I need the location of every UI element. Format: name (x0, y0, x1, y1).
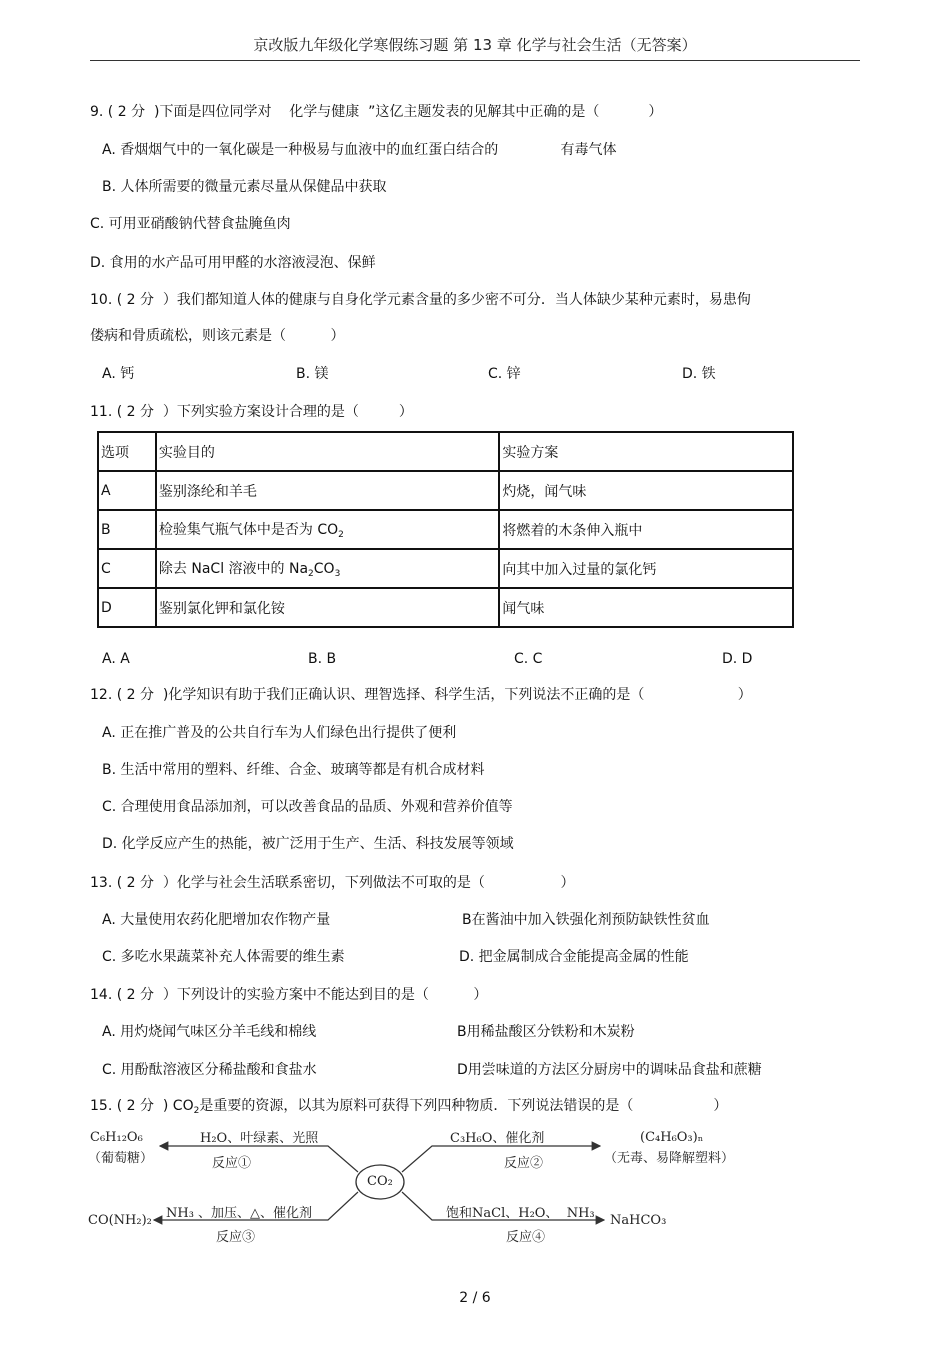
q12-option-b[interactable]: B. 生活中常用的塑料、纤维、合金、玻璃等都是有机合成材料 (102, 762, 485, 778)
q11-table (97, 431, 794, 628)
table-cell-option: C (98, 549, 156, 588)
r3-condition: NH₃ 、加压、△、催化剂 (166, 1206, 313, 1221)
table-cell-plan: 将燃着的木条伸入瓶中 (499, 510, 793, 549)
q14-stem: 14. ( 2 分 ）下列设计的实验方案中不能达到目的是（ ） (90, 987, 488, 1003)
q11-option-c[interactable]: C. C (514, 651, 543, 667)
q11-stem: 11. ( 2 分 ）下列实验方案设计合理的是（ ） (90, 404, 413, 420)
table-header-cell: 实验方案 (499, 432, 793, 471)
header-rule (90, 60, 860, 61)
page-number: 2 / 6 (459, 1290, 491, 1306)
r4-condition: 饱和NaCl、H₂O、 NH₃ (446, 1206, 595, 1221)
table-cell-goal: 除去 NaCl 溶液中的 $Na_2CO_3$ (156, 549, 500, 588)
table-header-cell: 实验目的 (156, 432, 500, 471)
q13-stem: 13. ( 2 分 ）化学与社会生活联系密切，下列做法不可取的是（ ） (90, 875, 575, 891)
table-header-cell: 选项 (98, 432, 156, 471)
q14-option-d[interactable]: D用尝味道的方法区分厨房中的调味品食盐和蔗糖 (457, 1062, 762, 1078)
q14-option-c[interactable]: C. 用酚酞溶液区分稀盐酸和食盐水 (102, 1062, 317, 1078)
q11-option-b[interactable]: B. B (308, 651, 337, 667)
r3-product: CO(NH₂)₂ (88, 1213, 152, 1228)
q10-option-b[interactable]: B. 镁 (296, 366, 329, 382)
table-cell-goal: 鉴别涤纶和羊毛 (156, 471, 500, 510)
q9-option-c[interactable]: C. 可用亚硝酸钠代替食盐腌鱼肉 (90, 216, 291, 232)
table-cell-option: B (98, 510, 156, 549)
r2-label: 反应② (504, 1156, 544, 1171)
r1-label: 反应① (212, 1156, 252, 1171)
r2-condition: C₃H₆O、催化剂 (450, 1131, 545, 1146)
r2-product-name: （无毒、易降解塑料） (604, 1151, 735, 1166)
table-row (98, 588, 793, 627)
page-header: 京改版九年级化学寒假练习题 第 13 章 化学与社会生活（无答案） (253, 36, 697, 54)
q13-option-c[interactable]: C. 多吃水果蔬菜补充人体需要的维生素 (102, 949, 345, 965)
r2-product: (C₄H₆O₃)ₙ (640, 1130, 704, 1145)
q12-option-a[interactable]: A. 正在推广普及的公共自行车为人们绿色出行提供了便利 (102, 725, 457, 741)
table-cell-plan: 闻气味 (499, 588, 793, 627)
q10-option-d[interactable]: D. 铁 (682, 366, 716, 382)
r1-condition: H₂O、叶绿素、光照 (200, 1131, 319, 1146)
table-cell-goal: 检验集气瓶气体中是否为 $CO_2$ (156, 510, 500, 549)
q10-stem-line2: 偻病和骨质疏松，则该元素是（ ） (90, 328, 345, 344)
q12-option-d[interactable]: D. 化学反应产生的热能，被广泛用于生产、生活、科技发展等领域 (102, 836, 514, 852)
q13-option-d[interactable]: D. 把金属制成合金能提高金属的性能 (459, 949, 689, 965)
table-row (98, 471, 793, 510)
q12-option-c[interactable]: C. 合理使用食品添加剂，可以改善食品的品质、外观和营养价值等 (102, 799, 513, 815)
q12-stem: 12. ( 2 分 )化学知识有助于我们正确认识、理智选择、科学生活，下列说法不正确的是（ ） (90, 687, 752, 703)
q10-option-a[interactable]: A. 钙 (102, 366, 135, 382)
r1-product: C₆H₁₂O₆ (90, 1130, 143, 1145)
q11-option-d[interactable]: D. D (722, 651, 753, 667)
table-cell-option: A (98, 471, 156, 510)
q15-stem: 15. ( 2 分 ) $CO_2$是重要的资源，以其为原料可获得下列四种物质．下列说法错误的是（ ） (90, 1098, 728, 1116)
table-cell-goal: 鉴别氯化钾和氯化铵 (156, 588, 500, 627)
q14-option-a[interactable]: A. 用灼烧闻气味区分羊毛线和棉线 (102, 1024, 317, 1040)
r4-label: 反应④ (506, 1230, 546, 1245)
r1-product-name: （葡萄糖） (88, 1151, 154, 1166)
center-co2: CO₂ (367, 1174, 393, 1189)
table-row (98, 510, 793, 549)
table-row (98, 549, 793, 588)
q15-reaction-diagram (88, 1120, 735, 1250)
q13-option-a[interactable]: A. 大量使用农药化肥增加农作物产量 (102, 912, 331, 928)
q9-stem: 9. ( 2 分 )下面是四位同学对 化学与健康 ”这亿主题发表的见解其中正确的是（ ） (90, 104, 663, 120)
table-header-row (98, 432, 793, 471)
q9-option-a[interactable]: A. 香烟烟气中的一氧化碳是一种极易与血液中的血红蛋白结合的 有毒气体 (102, 142, 617, 158)
table-cell-option: D (98, 588, 156, 627)
q10-stem-line1: 10. ( 2 分 ）我们都知道人体的健康与自身化学元素含量的多少密不可分．当人体缺少某种元素时，易患佝 (90, 292, 751, 308)
r4-product: NaHCO₃ (610, 1213, 667, 1228)
r3-label: 反应③ (216, 1230, 256, 1245)
q14-option-b[interactable]: B用稀盐酸区分铁粉和木炭粉 (457, 1024, 635, 1040)
q10-option-c[interactable]: C. 锌 (488, 366, 521, 382)
q9-option-b[interactable]: B. 人体所需要的微量元素尽量从保健品中获取 (102, 179, 387, 195)
q9-option-d[interactable]: D. 食用的水产品可用甲醛的水溶液浸泡、保鲜 (90, 255, 376, 271)
q11-option-a[interactable]: A. A (102, 651, 130, 667)
table-cell-plan: 灼烧，闻气味 (499, 471, 793, 510)
q13-option-b[interactable]: B在酱油中加入铁强化剂预防缺铁性贫血 (462, 912, 710, 928)
table-cell-plan: 向其中加入过量的氯化钙 (499, 549, 793, 588)
